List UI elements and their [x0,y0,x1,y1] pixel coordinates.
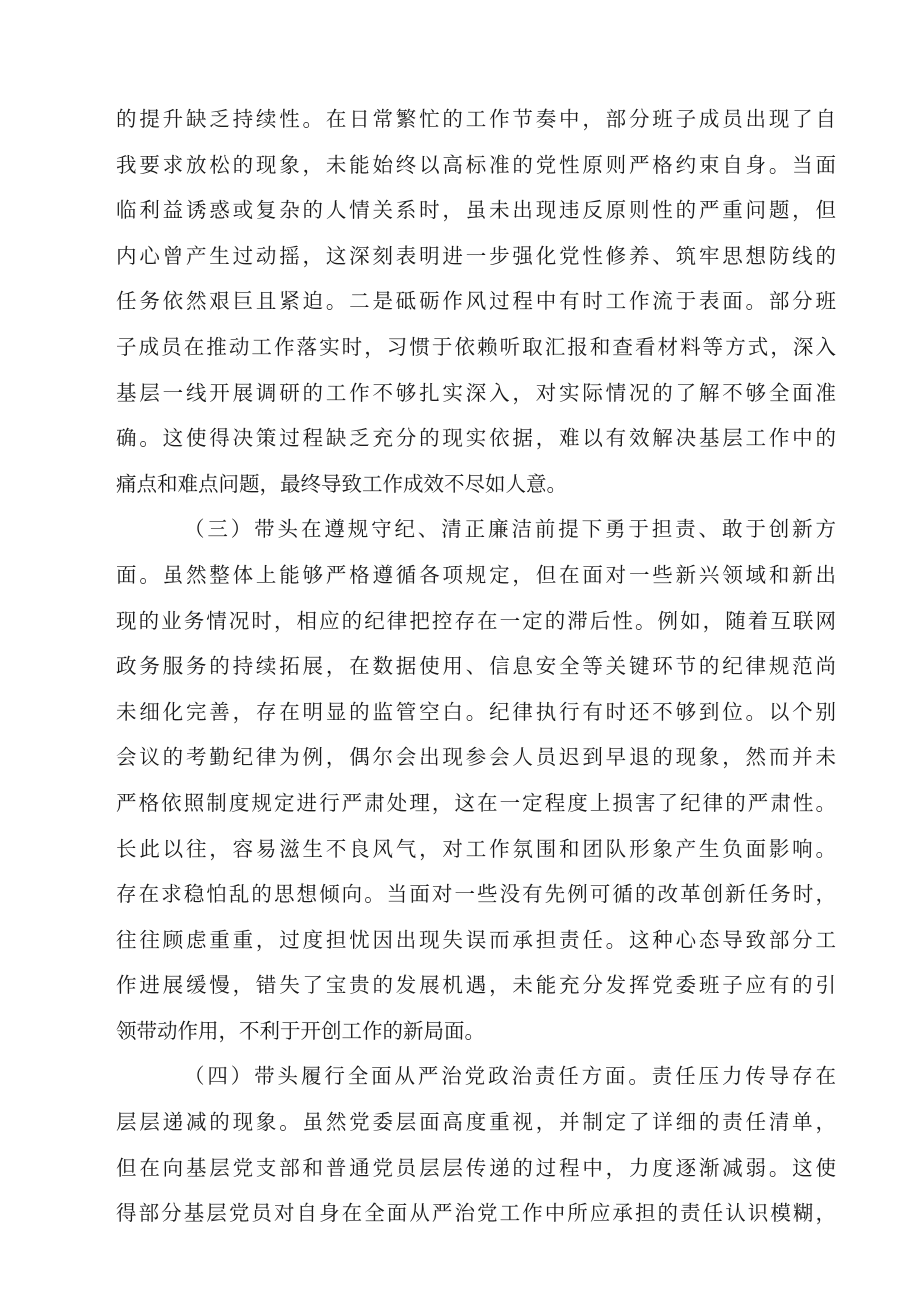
text-line: 作进展缓慢，错失了宝贵的发展机遇，未能充分发挥党委班子应有的引 [116,973,836,998]
text-line: 长此以往，容易滋生不良风气，对工作氛围和团队形象产生负面影响。 [116,836,836,861]
text-line: 政务服务的持续拓展，在数据使用、信息安全等关键环节的纪律规范尚 [116,654,836,679]
paragraph-continued [116,97,836,507]
text-line: 内心曾产生过动摇，这深刻表明进一步强化党性修养、筑牢思想防线的 [116,243,836,268]
document-body [116,97,836,1237]
text-line: 确。这使得决策过程缺乏充分的现实依据，难以有效解决基层工作中的 [116,426,836,451]
text-line: 往往顾虑重重，过度担忧因出现失误而承担责任。这种心态导致部分工 [116,927,836,952]
text-line: 基层一线开展调研的工作不够扎实深入，对实际情况的了解不够全面准 [116,380,836,405]
text-line: 的提升缺乏持续性。在日常繁忙的工作节奏中，部分班子成员出现了自 [116,107,836,131]
paragraph-section-3 [116,507,836,1054]
text-line: 面。虽然整体上能够严格遵循各项规定，但在面对一些新兴领域和新出 [116,562,836,587]
paragraph-section-4 [116,1054,836,1236]
text-line: 领带动作用，不利于开创工作的新局面。 [116,1018,485,1043]
text-line: 层层递减的现象。虽然党委层面高度重视，并制定了详细的责任清单， [116,1110,836,1135]
text-line: 痛点和难点问题，最终导致工作成效不尽如人意。 [116,471,567,496]
text-line: 我要求放松的现象，未能始终以高标准的党性原则严格约束自身。当面 [116,152,836,177]
text-line: 严格依照制度规定进行严肃处理，这在一定程度上损害了纪律的严肃性。 [116,790,836,815]
text-line: 存在求稳怕乱的思想倾向。当面对一些没有先例可循的改革创新任务时， [116,882,836,907]
text-line: 得部分基层党员对自身在全面从严治党工作中所应承担的责任认识模糊， [116,1201,836,1226]
text-line: 未细化完善，存在明显的监管空白。纪律执行有时还不够到位。以个别 [116,699,836,724]
text-line: 但在向基层党支部和普通党员层层传递的过程中，力度逐渐减弱。这使 [116,1155,836,1180]
text-line: 现的业务情况时，相应的纪律把控存在一定的滞后性。例如，随着互联网 [116,608,836,633]
text-line: 临利益诱惑或复杂的人情关系时，虽未出现违反原则性的严重问题，但 [116,198,836,223]
text-line: 子成员在推动工作落实时，习惯于依赖听取汇报和查看材料等方式，深入 [116,334,836,359]
text-line: 任务依然艰巨且紧迫。二是砥砺作风过程中有时工作流于表面。部分班 [116,289,836,314]
text-line: （四）带头履行全面从严治党政治责任方面。责任压力传导存在 [184,1064,836,1089]
text-line: （三）带头在遵规守纪、清正廉洁前提下勇于担责、敢于创新方 [184,517,836,542]
text-line: 会议的考勤纪律为例，偶尔会出现参会人员迟到早退的现象，然而并未 [116,745,836,770]
